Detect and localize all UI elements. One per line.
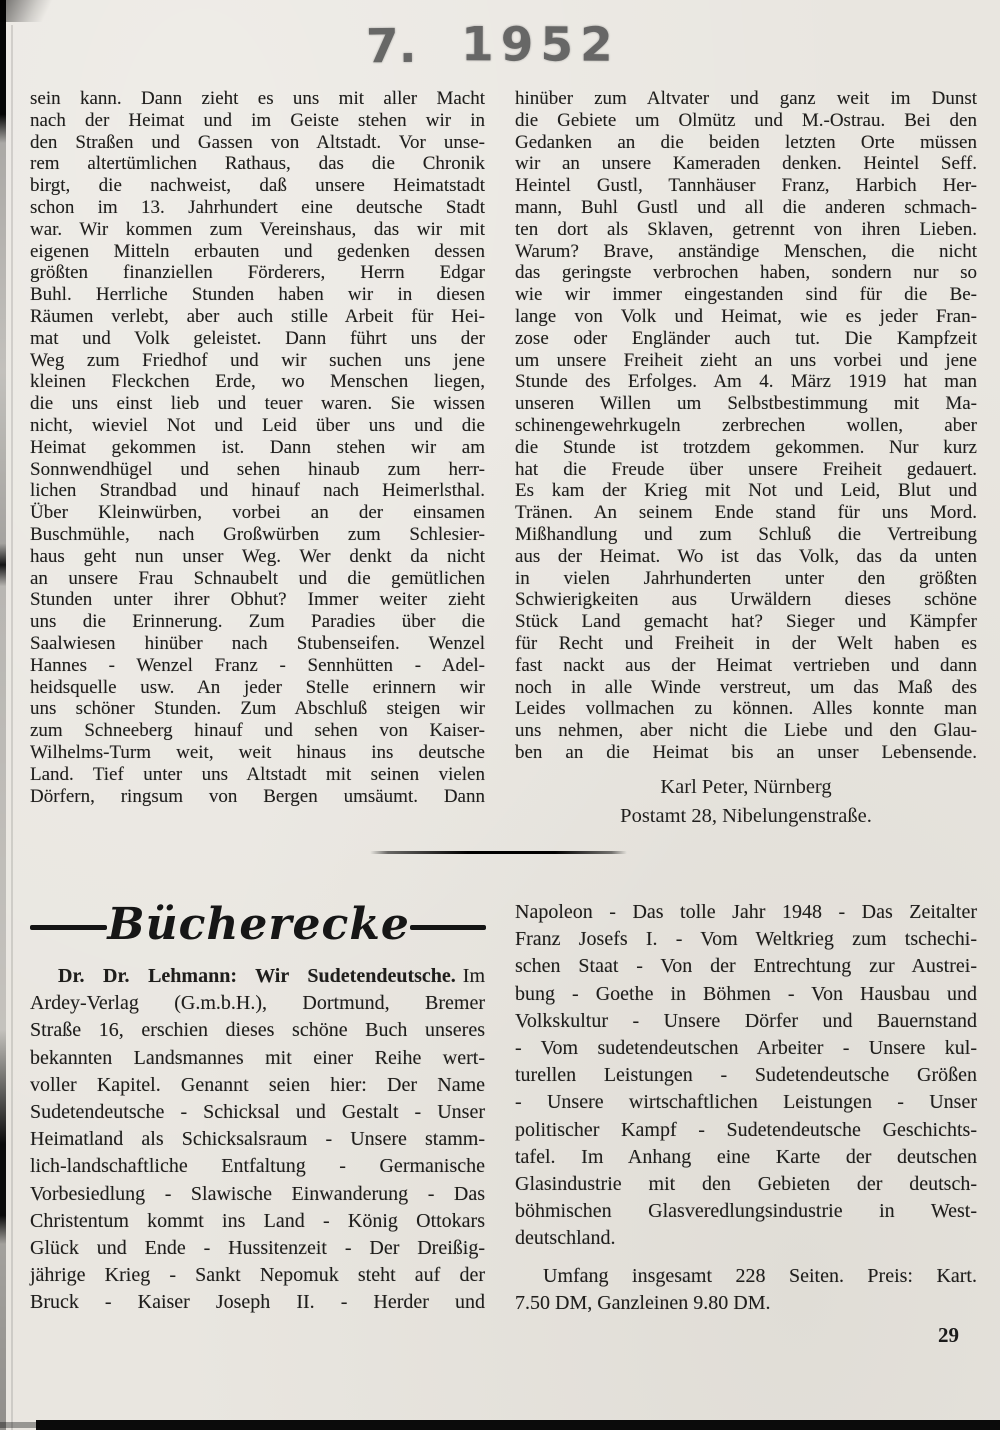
text-line: Heintel Gustl, Tannhäuser Franz, Harbich Her- <box>515 175 977 197</box>
text-line: Über Kleinwürben, vorbei an der einsamen <box>30 502 485 524</box>
text-line: jährige Krieg - Sankt Nepomuk steht auf der <box>30 1264 485 1287</box>
text-line: tafel. Im Anhang eine Karte der deutschen <box>515 1145 977 1168</box>
text-line: Straße 16, erschien dieses schöne Buch unseres <box>30 1019 485 1042</box>
text-line: turellen Leistungen - Sudetendeutsche Größen <box>515 1064 977 1087</box>
book-review-lead-line <box>30 963 485 990</box>
signature-block <box>515 773 977 831</box>
article-column-right <box>515 88 977 831</box>
scan-edge-bottom <box>36 1420 1000 1430</box>
text-line: lichen Strandbad und hinauf nach Heimerlsthal. <box>30 480 485 502</box>
text-line: war. Wir kommen zum Vereinshaus, das wir mit <box>30 218 485 240</box>
text-line: 7.50 DM, Ganzleinen 9.80 DM. <box>515 1291 771 1314</box>
book-price-paragraph <box>515 1263 977 1317</box>
book-title-bold: Dr. Dr. Lehmann: Wir Sudetendeutsche. <box>58 965 456 987</box>
text-line: größten finanziellen Förderers, Herrn Edgar <box>30 262 485 284</box>
signature-address: Postamt 28, Nibelungenstraße. <box>620 804 872 827</box>
text-line: an unsere Frau Schnaubelt und die gemütlichen <box>30 567 485 589</box>
text-line: zum Schneeberg hinauf und sehen von Kaiser- <box>30 720 485 742</box>
text-line: birgt, die nachweist, daß unsere Heimatstadt <box>30 175 485 197</box>
text-line: sein kann. Dann zieht es uns mit aller Macht <box>30 88 485 109</box>
text-line: die Stunde ist trotzdem gekommen. Nur kurz <box>515 436 977 458</box>
text-line: voller Kapitel. Genannt seien hier: Der Name <box>30 1073 485 1096</box>
text-line: politischer Kampf - Sudetendeutsche Geschichts- <box>515 1118 977 1141</box>
text-line: Glasindustrie mit den Gebieten der deutsch- <box>515 1173 977 1196</box>
text-line: für Recht und Freiheit in der Welt haben es <box>515 632 977 654</box>
book-lead-rest: Im <box>462 965 485 987</box>
text-line: Buschmühle, nach Großwürben zum Schlesier- <box>30 523 485 545</box>
text-line: bung - Goethe in Böhmen - Von Hausbau und <box>515 982 977 1005</box>
text-line: Stunde des Erfolges. Am 4. März 1919 hat man <box>515 371 977 393</box>
text-line: Stunden unter ihrer Obhut? Immer weiter zieht <box>30 589 485 611</box>
text-line: Weg zum Friedhof und wir suchen uns jene <box>30 349 485 371</box>
text-line: uns die Erinnerung. Zum Paradies über die <box>30 611 485 633</box>
text-line: - Unsere wirtschaftlichen Leistungen - Unser <box>515 1091 977 1114</box>
stamp-issue-number: 7. <box>365 18 417 75</box>
heading-rule-left <box>30 925 107 930</box>
text-line: Es kam der Krieg mit Not und Leid, Blut und <box>515 480 977 502</box>
text-line: Hannes - Wenzel Franz - Sennhütten - Adel- <box>30 654 485 676</box>
text-line: Heimat gekommen ist. Dann stehen wir am <box>30 436 485 458</box>
text-line: Räumen verlebt, aber auch stille Arbeit für Hei- <box>30 305 485 327</box>
text-line: Glück und Ende - Hussitenzeit - Der Dreißig- <box>30 1237 485 1260</box>
text-line: mat und Volk geleistet. Dann führt uns der <box>30 327 485 349</box>
text-line: aus der Heimat. Wo ist das Volk, das da unten <box>515 545 977 567</box>
book-review-column-left <box>30 963 485 1317</box>
stamp-year: 1952 <box>460 17 620 73</box>
text-line: Volkskultur - Unsere Dörfer und Bauernstand <box>515 1009 977 1032</box>
book-review-left-text <box>30 990 485 1316</box>
text-line: Umfang insgesamt 228 Seiten. Preis: Kart. <box>543 1264 977 1287</box>
text-line: kleinen Fleckchen Erde, wo Menschen liegen, <box>30 371 485 393</box>
buecherecke-heading <box>30 896 486 958</box>
text-line: Christentum kommt ins Land - König Ottokars <box>30 1209 485 1232</box>
text-line: uns schöner Stunden. Zum Abschluß steigen wir <box>30 698 485 720</box>
section-title: Bücherecke <box>107 898 410 950</box>
text-line: nach der Heimat und im Geiste stehen wir in <box>30 109 485 131</box>
text-line: Ardey-Verlag (G.m.b.H.), Dortmund, Bremer <box>30 992 485 1015</box>
article-column-left <box>30 88 485 807</box>
text-line: rem altertümlichen Rathaus, das die Chronik <box>30 153 485 175</box>
book-review-right-text <box>515 899 977 1253</box>
text-line: Napoleon - Das tolle Jahr 1948 - Das Zeitalter <box>515 901 977 923</box>
text-line: ten dort als Sklaven, getrennt von ihren Lieben. <box>515 218 977 240</box>
text-line: Sonnwendhügel und sehen hinaub zum herr- <box>30 458 485 480</box>
text-line: - Vom sudetendeutschen Arbeiter - Unsere kul- <box>515 1037 977 1060</box>
text-line: wir an unsere Kameraden denken. Heintel Seff. <box>515 153 977 175</box>
text-line: zose oder Engländer auch tut. Die Kampfzeit <box>515 327 977 349</box>
text-line: nicht, wieviel Not und Leid über uns und die <box>30 414 485 436</box>
text-line: Schwierigkeiten aus Urwäldern dieses schöne <box>515 589 977 611</box>
text-line: lich-landschaftliche Entfaltung - Germanische <box>30 1155 485 1178</box>
text-line: ben an die Heimat bis an unser Lebensende. <box>515 741 977 763</box>
text-line: in vielen Jahrhunderten unter den größten <box>515 567 977 589</box>
text-line: uns nehmen, aber nicht die Liebe und den Glau- <box>515 720 977 742</box>
text-line: Heimatland als Schicksalsraum - Unsere stamm- <box>30 1128 485 1151</box>
text-line: Warum? Brave, anständige Menschen, die nicht <box>515 240 977 262</box>
text-line: Bruck - Kaiser Joseph II. - Herder und <box>30 1291 485 1314</box>
text-line: Gedanken an die beiden letzten Orte müssen <box>515 131 977 153</box>
text-line: bekannten Landsmannes mit einer Reihe wert- <box>30 1046 485 1069</box>
date-stamp <box>366 17 620 75</box>
text-line: eigenen Mitteln erbauten und gedenken dessen <box>30 240 485 262</box>
book-review-column-right <box>515 899 977 1317</box>
text-line: Buhl. Herrliche Stunden haben wir in diesen <box>30 284 485 306</box>
text-line: Franz Josefs I. - Vom Weltkrieg zum tschechi- <box>515 928 977 951</box>
text-line: Dörfern, ringsum von Bergen umsäumt. Dann <box>30 785 485 807</box>
text-line: lange von Volk und Heimat, wie es jeder Fran- <box>515 305 977 327</box>
text-line: Wilhelms-Turm weit, weit hinaus ins deutsche <box>30 741 485 763</box>
text-line: Tränen. An seinem Ende stand für uns Mord. <box>515 502 977 524</box>
text-line: schon im 13. Jahrhundert eine deutsche Stadt <box>30 196 485 218</box>
text-line: das geringste verbrochen haben, sondern nur so <box>515 262 977 284</box>
text-line: Vorbesiedlung - Slawische Einwanderung - Das <box>30 1182 485 1205</box>
text-line: wie wir immer eingestanden sind für die Be- <box>515 284 977 306</box>
text-line: heidsquelle usw. An jeder Stelle erinnern wir <box>30 676 485 698</box>
text-line: Land. Tief unter uns Altstadt mit seinen vielen <box>30 763 485 785</box>
text-line: Stück Land gemacht hat? Sieger und Kämpfer <box>515 611 977 633</box>
article-right-text <box>515 88 977 764</box>
scan-edge-left-inner <box>11 25 13 1430</box>
scan-corner-shade <box>0 0 60 22</box>
text-line: schen Staat - Von der Entrechtung zur Austrei- <box>515 955 977 978</box>
text-line: haus geht nun unser Weg. Wer denkt da nicht <box>30 545 485 567</box>
scan-edge-left <box>0 0 6 1430</box>
scan-edge-bottom-left <box>0 1422 40 1428</box>
page-number: 29 <box>938 1323 959 1347</box>
text-line: böhmischen Glasveredlungsindustrie in West- <box>515 1200 977 1223</box>
text-line: die Gebiete um Olmütz und M.-Ostrau. Bei den <box>515 109 977 131</box>
section-divider-rule <box>370 851 627 854</box>
text-line: Mißhandlung und zum Schluß die Vertreibung <box>515 523 977 545</box>
text-line: hat die Freude über unsere Freiheit gedauert. <box>515 458 977 480</box>
text-line: noch in alle Winde verstreut, um das Maß des <box>515 676 977 698</box>
text-line: schinengewehrkugeln zerbrechen wollen, aber <box>515 414 977 436</box>
text-line: die uns einst lieb und teuer waren. Sie wissen <box>30 393 485 415</box>
text-line: Leides vollmachen zu können. Alles konnte man <box>515 698 977 720</box>
text-line: unseren Willen um Selbstbestimmung mit Ma- <box>515 393 977 415</box>
text-line: hinüber zum Altvater und ganz weit im Dunst <box>515 88 977 109</box>
text-line: Saalwiesen hinüber nach Stubenseifen. Wenzel <box>30 632 485 654</box>
text-line: Sudetendeutsche - Schicksal und Gestalt - Unser <box>30 1101 485 1124</box>
text-line: deutschland. <box>515 1227 616 1250</box>
text-line: um unsere Freiheit zieht an uns vorbei und jene <box>515 349 977 371</box>
text-line: den Straßen und Gassen von Altstadt. Vor unse- <box>30 131 485 153</box>
heading-rule-right <box>410 925 486 930</box>
text-line: fast nackt aus der Heimat vertrieben und dann <box>515 654 977 676</box>
signature-author: Karl Peter, Nürnberg <box>660 775 832 798</box>
text-line: mann, Buhl Gustl und all die anderen schmach- <box>515 196 977 218</box>
